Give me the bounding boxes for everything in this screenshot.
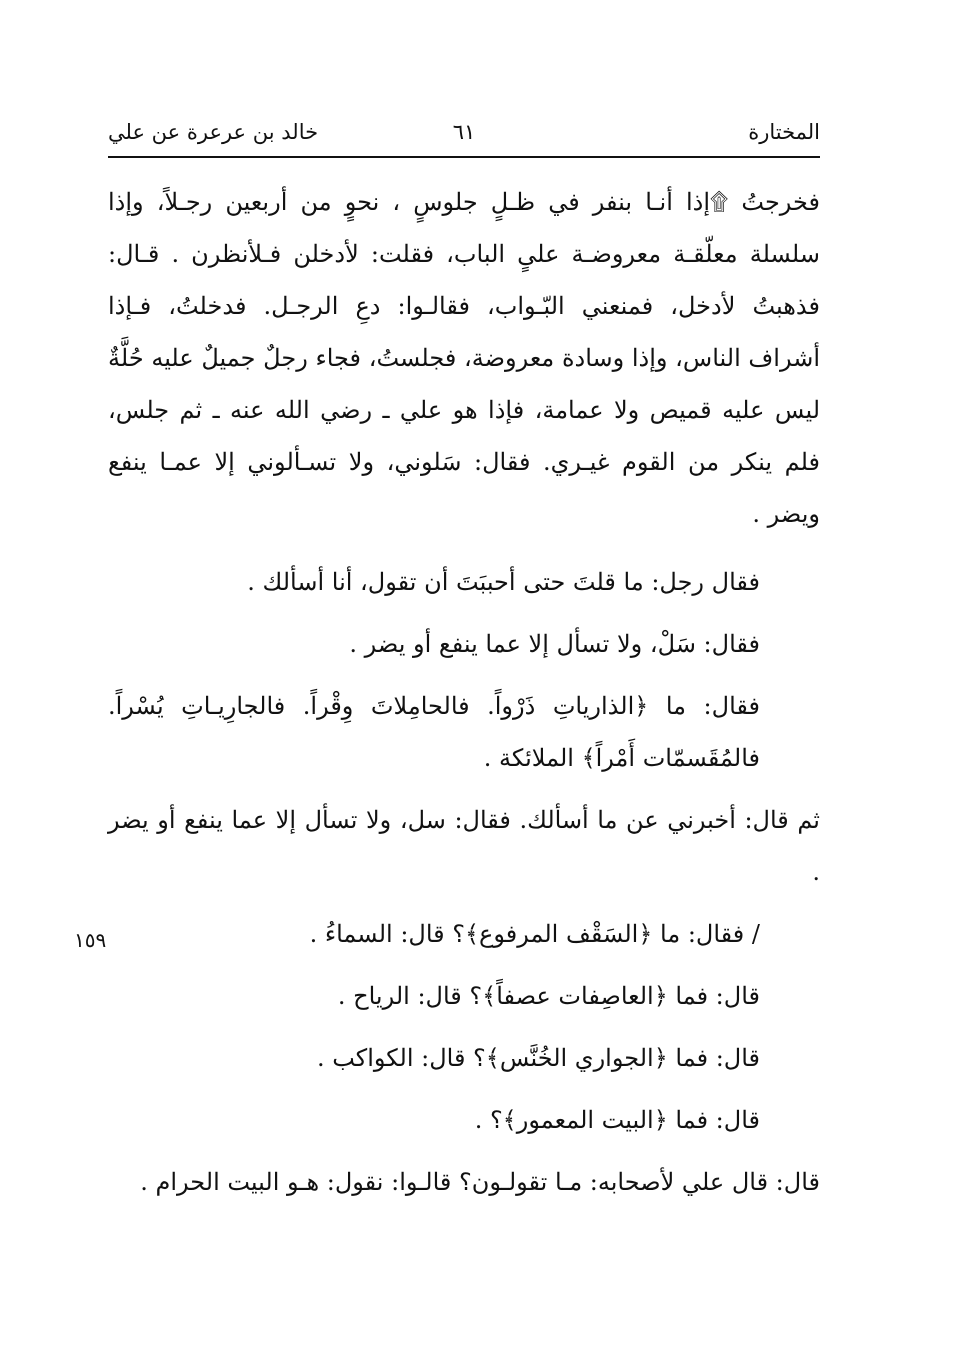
paragraph-asifat: قال: فما ﴿العاصِفات عصفاً﴾؟ قال: الرياح . — [337, 982, 760, 1010]
paragraph-final: قال: قال علي لأصحابه: مـا تقولـون؟ قالـوا: نقول: هـو البيت الحرام . — [140, 1168, 820, 1196]
page-header — [108, 116, 820, 156]
paragraph-ask: ثم قال: أخبرني عن ما أسألك. فقال: سل، ولا تسأل إلا عما ينفع أو يضر . — [108, 806, 820, 886]
paragraph-saqf: / فقال: ما ﴿السَقْف المرفوع﴾؟ قال: السماءُ . — [309, 920, 760, 948]
paragraph-dhariyat: فقال: ما ﴿الذارياتِ ذَرْواً. فالحامِلاتَ وِقْراً. فالجارِيـاتِ يُسْراً. فالمُقَسمّات أَمْراً﴾ الملائكة . — [108, 692, 760, 772]
chapter-title: خالد بن عرعرة عن علي — [108, 120, 319, 144]
page-number: ٦١ — [452, 120, 476, 144]
body-text — [108, 176, 820, 1208]
paragraph-question: فقال رجل: ما قلتَ حتى أحببَتَ أن تقول، أنا أسألك . — [247, 568, 760, 596]
book-title: المختارة — [748, 120, 820, 144]
paragraph-jawari: قال: فما ﴿الجواري الخُنَّس﴾؟ قال: الكواكب . — [316, 1044, 760, 1072]
paragraph-narrative: فخرجتُ ۩إذا أنـا بنفر في ظـلٍ جلوسٍ ، نحوٍ من أربعين رجـلاً، وإذا سلسلة معلّقـة معروضـة علىٍ الباب، فقلت: لأدخلن فـلأنظرن . قـال: فذهبتُ لأدخل، فمنعني البّـواب، فقالـوا: دعِ الرجـل. فدخلتُ، فـإذا أشراف الناس، وإذا وسادة معروضة، فجلستُ، فجاء رجلٌ جميلٌ عليه حُلَّةٌ ليس عليه قميص ولا عمامة، فإذا هو علي ـ رضي الله عنه ـ ثم جلس، فلم ينكر من القوم غيـري. فقال: سَلوني، ولا تسـألوني إلا عمـا ينفع ويضر . — [108, 188, 820, 528]
margin-page-reference: ١٥٩ — [74, 928, 107, 952]
header-divider — [108, 156, 820, 158]
paragraph-bayt: قال: فما ﴿البيت المعمور﴾؟ . — [474, 1106, 760, 1134]
paragraph-answer: فقال: سَلْ، ولا تسأل إلا عما ينفع أو يضر . — [349, 630, 760, 658]
